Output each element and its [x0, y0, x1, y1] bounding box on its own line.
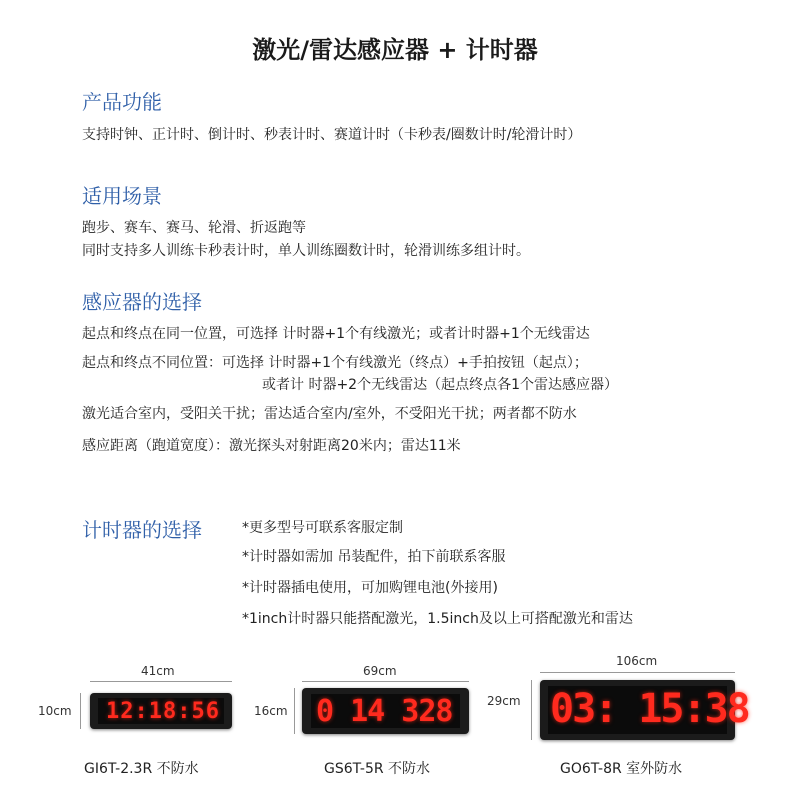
sensor-line-4: 激光适合室内，受阳关干扰；雷达适合室内/室外，不受阳光干扰；两者都不防水 — [82, 406, 577, 422]
sensor-line-1: 起点和终点在同一位置，可选择 计时器+1个有线激光；或者计时器+1个无线雷达 — [82, 326, 590, 342]
timer-heading: 计时器的选择 — [82, 518, 202, 542]
product-1-height-line — [80, 693, 81, 729]
product-3-height-line — [531, 680, 532, 740]
features-heading: 产品功能 — [82, 90, 162, 114]
sensor-line-2: 起点和终点不同位置：可选择 计时器+1个有线激光（终点）+手拍按钮（起点）； — [82, 355, 588, 371]
product-2-model: GS6T-5R 不防水 — [324, 761, 431, 777]
product-1-height: 10cm — [38, 704, 72, 718]
product-2-width: 69cm — [363, 664, 397, 678]
product-1-model: GI6T-2.3R 不防水 — [84, 761, 199, 777]
page-title: 激光/雷达感应器 + 计时器 — [252, 36, 538, 64]
product-3-model: GO6T-8R 室外防水 — [560, 761, 683, 777]
product-1-timer-image — [90, 693, 232, 729]
scenarios-line-2: 同时支持多人训练卡秒表计时，单人训练圈数计时，轮滑训练多组计时。 — [82, 243, 530, 259]
product-3-width-line — [540, 672, 735, 673]
sensor-heading: 感应器的选择 — [82, 290, 202, 314]
timer-note-1: *更多型号可联系客服定制 — [242, 520, 403, 536]
timer-note-2: *计时器如需加 吊装配件，拍下前联系客服 — [242, 549, 506, 565]
scenarios-heading: 适用场景 — [82, 184, 162, 208]
sensor-line-3: 或者计 时器+2个无线雷达（起点终点各1个雷达感应器） — [262, 377, 618, 393]
product-3-width: 106cm — [616, 654, 658, 668]
product-1-width: 41cm — [141, 664, 175, 678]
timer-note-4: *1inch计时器只能搭配激光，1.5inch及以上可搭配激光和雷达 — [242, 611, 633, 627]
timer-note-3: *计时器插电使用，可加购锂电池(外接用) — [242, 580, 498, 596]
scenarios-line-1: 跑步、赛车、赛马、轮滑、折返跑等 — [82, 220, 306, 236]
features-line: 支持时钟、正计时、倒计时、秒表计时、赛道计时（卡秒表/圈数计时/轮滑计时） — [82, 127, 582, 143]
product-3-timer-image — [540, 680, 749, 740]
product-1-width-line — [90, 681, 232, 682]
product-2-display: 0 14 328 — [316, 694, 453, 729]
product-3-height: 29cm — [487, 694, 521, 708]
product-1-display: 12:18:56 — [106, 699, 220, 724]
product-2-height-line — [294, 688, 295, 734]
sensor-line-5: 感应距离（跑道宽度）：激光探头对射距离20米内；雷达11米 — [82, 438, 461, 454]
product-3-display: 03: 15:38 — [550, 686, 749, 732]
product-2-width-line — [302, 681, 469, 682]
product-2-timer-image — [302, 688, 469, 734]
product-2-height: 16cm — [254, 704, 288, 718]
